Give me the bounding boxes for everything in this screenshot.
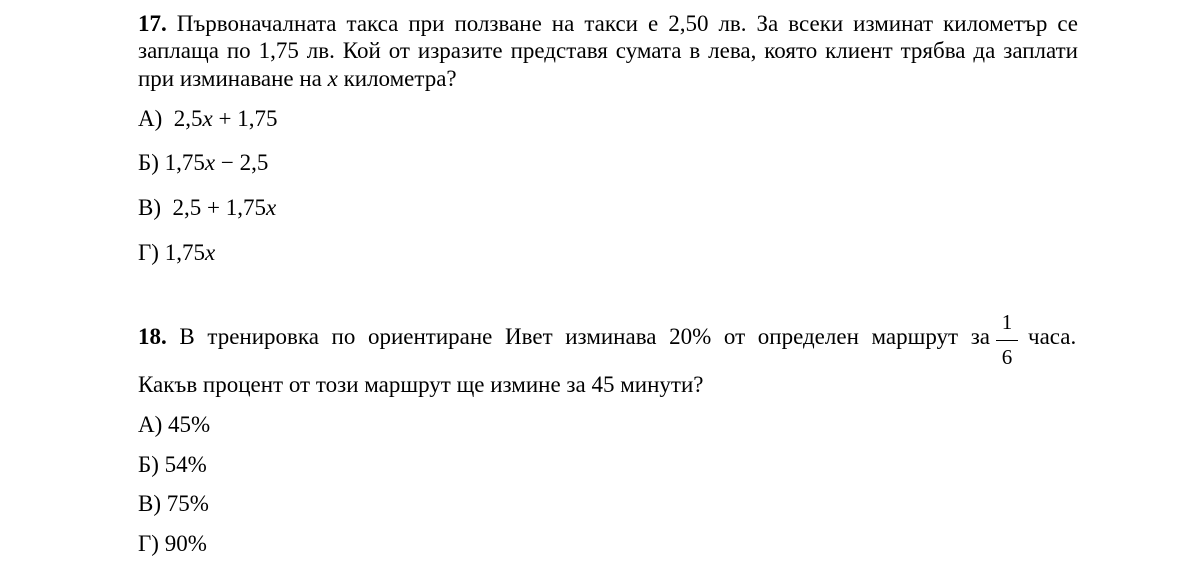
option-letter: Г) <box>138 531 159 556</box>
option-expression-part: 2,5 + 1,75 <box>172 195 266 220</box>
option-expression-part: 1,75 <box>164 240 205 265</box>
q17-line-1 <box>138 12 1078 35</box>
option-letter: В) <box>138 491 161 516</box>
option-variable: x <box>265 195 277 220</box>
q17-option-d[interactable] <box>138 241 215 264</box>
option-letter: Б) <box>138 452 159 477</box>
option-text: 90% <box>164 531 207 556</box>
q18-option-b[interactable] <box>138 453 207 476</box>
option-letter: А) <box>138 412 163 437</box>
option-variable: x <box>202 106 213 131</box>
q17-number: 17. <box>138 11 167 36</box>
q17-text-3a: при изминаване на <box>138 66 328 91</box>
q18-text-hours: часа. <box>1028 324 1077 349</box>
fraction-denominator: 6 <box>1001 345 1013 369</box>
q17-text-3b: километра? <box>337 66 457 91</box>
q18-number: 18. <box>138 324 167 349</box>
fraction-numerator: 1 <box>1001 310 1013 334</box>
option-letter: А) <box>138 106 163 131</box>
q18-text-1: В тренировка по ориентиране Ивет изминава 20% от определен маршрут за <box>179 324 991 349</box>
q18-fraction <box>996 312 1018 368</box>
option-letter: В) <box>138 195 161 220</box>
q17-text-1: Първоначалната такса при ползване на такси е 2,50 лв. За всеки изминат километър се <box>176 11 1079 36</box>
option-text: 54% <box>164 452 207 477</box>
option-letter: Г) <box>138 240 159 265</box>
q18-option-a[interactable] <box>138 413 210 436</box>
option-variable: x <box>204 240 216 265</box>
option-variable: x <box>204 150 216 175</box>
option-text: 45% <box>168 412 211 437</box>
option-expression-part: 2,5 <box>173 106 203 131</box>
q17-variable: x <box>327 66 338 91</box>
q18-line-2: Какъв процент от този маршрут ще измине за 45 минути? <box>138 372 704 397</box>
q17-option-b[interactable] <box>138 151 268 174</box>
q18-option-d[interactable] <box>138 532 207 555</box>
option-expression-part: 1,75 <box>164 150 205 175</box>
option-expression-part: + 1,75 <box>212 106 278 131</box>
q17-option-a[interactable] <box>138 107 277 130</box>
q18-line-1 <box>138 325 990 348</box>
fraction-bar <box>996 340 1018 341</box>
q17-line-3 <box>138 67 457 90</box>
q17-line-2: заплаща по 1,75 лв. Кой от изразите представя сумата в лева, която клиент трябва да заплати <box>138 38 1078 63</box>
q18-option-c[interactable] <box>138 492 209 515</box>
option-text: 75% <box>166 491 209 516</box>
option-letter: Б) <box>138 150 159 175</box>
q17-option-c[interactable] <box>138 196 276 219</box>
option-expression-part: − 2,5 <box>215 150 269 175</box>
